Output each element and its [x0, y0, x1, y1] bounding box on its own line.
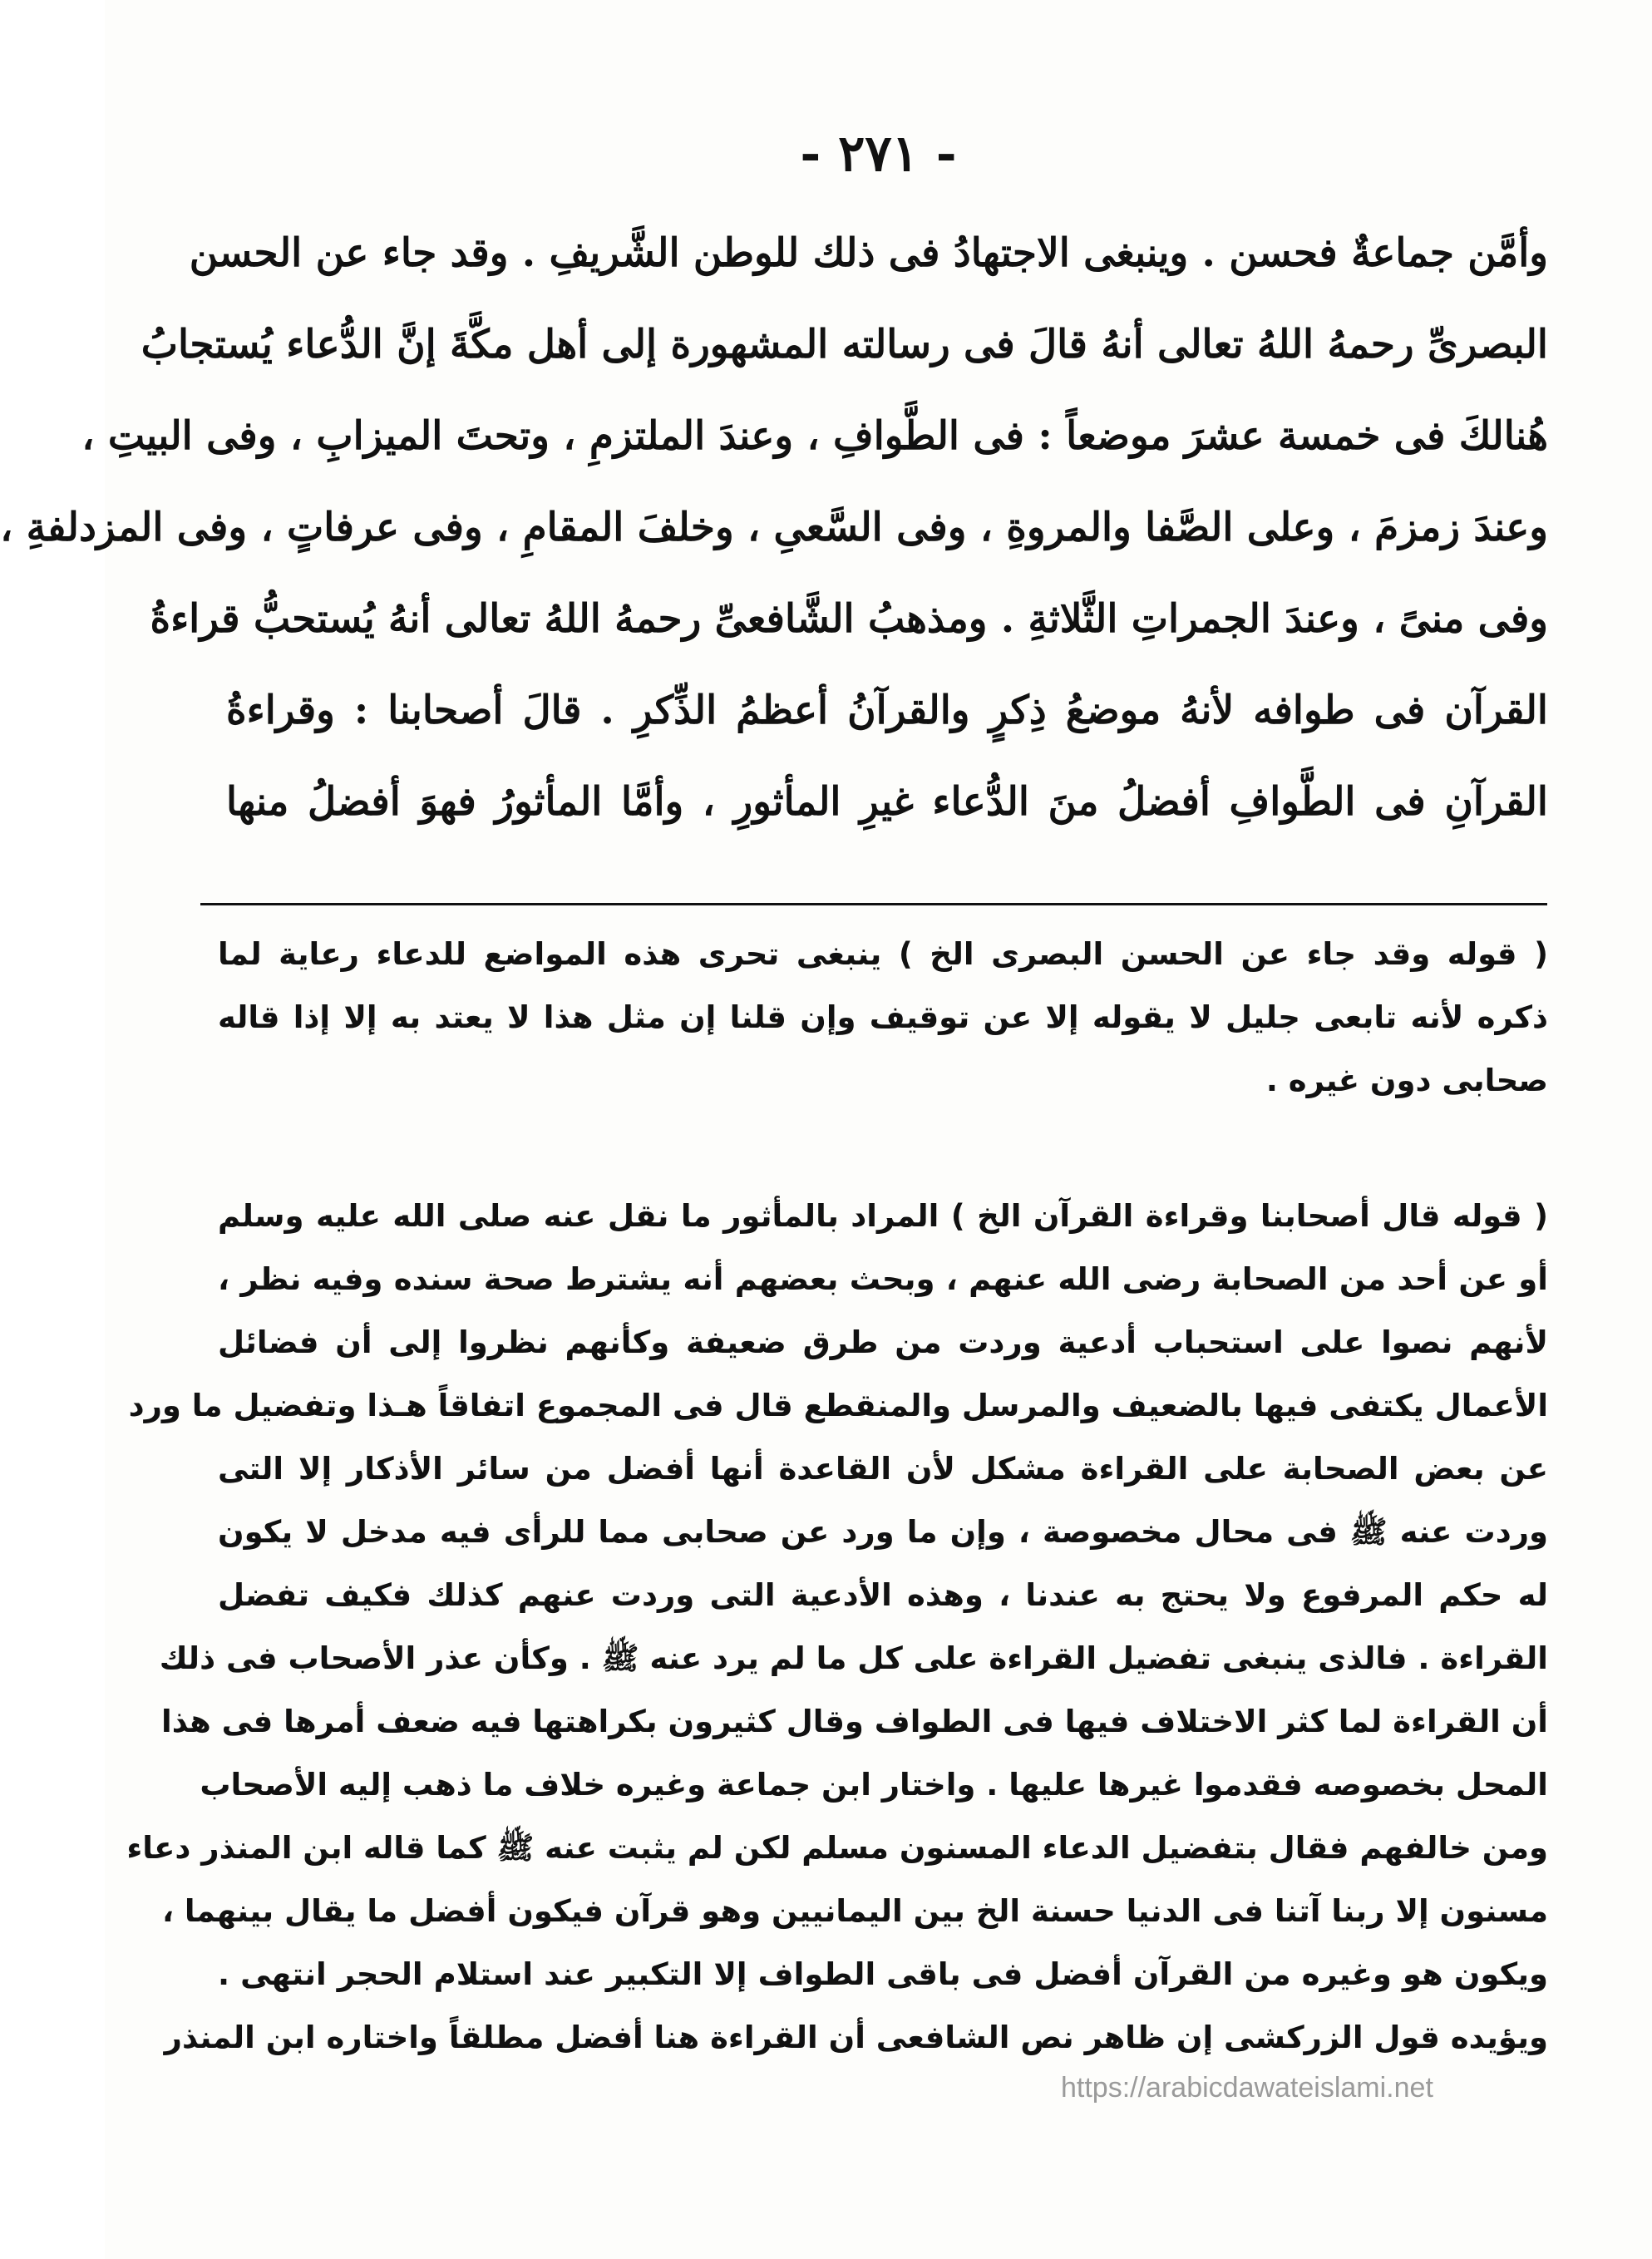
footnote-line: أو عن أحد من الصحابة رضى الله عنهم ، وبحث بعضهم أنه يشترط صحة سنده وفيه نظر ،: [218, 1261, 1548, 1297]
main-text-line: القرآن فى طوافه لأنهُ موضعُ ذِكرٍ والقرآنُ أعظمُ الذِّكرِ . قالَ أصحابنا : وقراءةُ: [226, 688, 1548, 733]
main-text-line: وفى منىً ، وعندَ الجمراتِ الثَّلاثةِ . ومذهبُ الشَّافعىِّ رحمهُ اللهُ تعالى أنهُ يُستحبُّ قراءةُ: [150, 596, 1548, 642]
page-number: - ٢٧١ -: [800, 125, 957, 183]
footnote-line: أن القراءة لما كثر الاختلاف فيها فى الطواف وقال كثيرون بكراهتها فيه ضعف أمرها فى هذا: [161, 1704, 1548, 1739]
footnote-line: لأنهم نصوا على استحباب أدعية وردت من طرق ضعيفة وكأنهم نظروا إلى أن فضائل: [218, 1324, 1548, 1360]
footnote-line: صحابى دون غيره .: [1265, 1063, 1548, 1098]
footnote-line: القراءة . فالذى ينبغى تفضيل القراءة على كل ما لم يرد عنه ﷺ . وكأن عذر الأصحاب فى ذلك: [159, 1640, 1548, 1676]
footnote-line: ويكون هو وغيره من القرآن أفضل فى باقى الطواف إلا التكبير عند استلام الحجر انتهى .: [218, 1956, 1548, 1992]
main-text-line: وعندَ زمزمَ ، وعلى الصَّفا والمروةِ ، وفى السَّعىِ ، وخلفَ المقامِ ، وفى عرفاتٍ ، وفى المزدلفةِ ،: [0, 505, 1548, 550]
footnote-divider: [200, 903, 1547, 905]
footnote-line: مسنون إلا ربنا آتنا فى الدنيا حسنة الخ بين اليمانيين وهو قرآن فيكون أفضل ما يقال بينهما ،: [161, 1893, 1548, 1929]
footnote-ashabuna: [126, 1185, 1548, 2069]
footnote-hasan-basri: [218, 923, 1548, 1112]
footnote-line: ( قوله وقد جاء عن الحسن البصرى الخ ) ينبغى تحرى هذه المواضع للدعاء رعاية لما: [218, 936, 1548, 972]
footnote-line: ( قوله قال أصحابنا وقراءة القرآن الخ ) المراد بالمأثور ما نقل عنه صلى الله عليه وسلم: [218, 1198, 1548, 1234]
main-text-line: هُنالكَ فى خمسة عشرَ موضعاً : فى الطَّوافِ ، وعندَ الملتزمِ ، وتحتَ الميزابِ ، وفى البيتِ ،: [81, 413, 1548, 459]
footnote-line: وردت عنه ﷺ فى محال مخصوصة ، وإن ما ورد عن صحابى مما للرأى فيه مدخل لا يكون: [218, 1514, 1548, 1550]
footnote-line: عن بعض الصحابة على القراءة مشكل لأن القاعدة أنها أفضل من سائر الأذكار إلا التى: [218, 1451, 1548, 1487]
footnote-line: له حكم المرفوع ولا يحتج به عندنا ، وهذه الأدعية التى وردت عنهم كذلك فكيف تفضل: [218, 1577, 1548, 1613]
main-text-line: وأمَّن جماعةٌ فحسن . وينبغى الاجتهادُ فى ذلك للوطن الشَّريفِ . وقد جاء عن الحسن: [189, 230, 1548, 276]
footnote-line: ذكره لأنه تابعى جليل لا يقوله إلا عن توقيف وإن قلنا إن مثل هذا لا يعتد به إلا إذا قاله: [218, 999, 1548, 1035]
footnote-line: ويؤيده قول الزركشى إن ظاهر نص الشافعى أن القراءة هنا أفضل مطلقاً واختاره ابن المنذر: [164, 2020, 1548, 2055]
footnote-line: الأعمال يكتفى فيها بالضعيف والمرسل والمنقطع قال فى المجموع اتفاقاً هـذا وتفضيل ما ورد: [128, 1388, 1548, 1423]
main-text-line: البصرىِّ رحمهُ اللهُ تعالى أنهُ قالَ فى رسالته المشهورة إلى أهل مكَّةَ إنَّ الدُّعاء يُستجابُ: [141, 322, 1548, 367]
footnote-line: المحل بخصوصه فقدموا غيرها عليها . واختار ابن جماعة وغيره خلاف ما ذهب إليه الأصحاب: [200, 1767, 1548, 1803]
main-text-line: القرآنِ فى الطَّوافِ أفضلُ منَ الدُّعاء غيرِ المأثورِ ، وأمَّا المأثورُ فهوَ أفضلُ منها: [226, 779, 1548, 825]
site-watermark: https://arabicdawateislami.net: [1061, 2072, 1433, 2104]
footnote-line: ومن خالفهم فقال بتفضيل الدعاء المسنون مسلم لكن لم يثبت عنه ﷺ كما قاله ابن المنذر دعاء: [126, 1830, 1548, 1866]
main-text-block: [0, 208, 1548, 848]
